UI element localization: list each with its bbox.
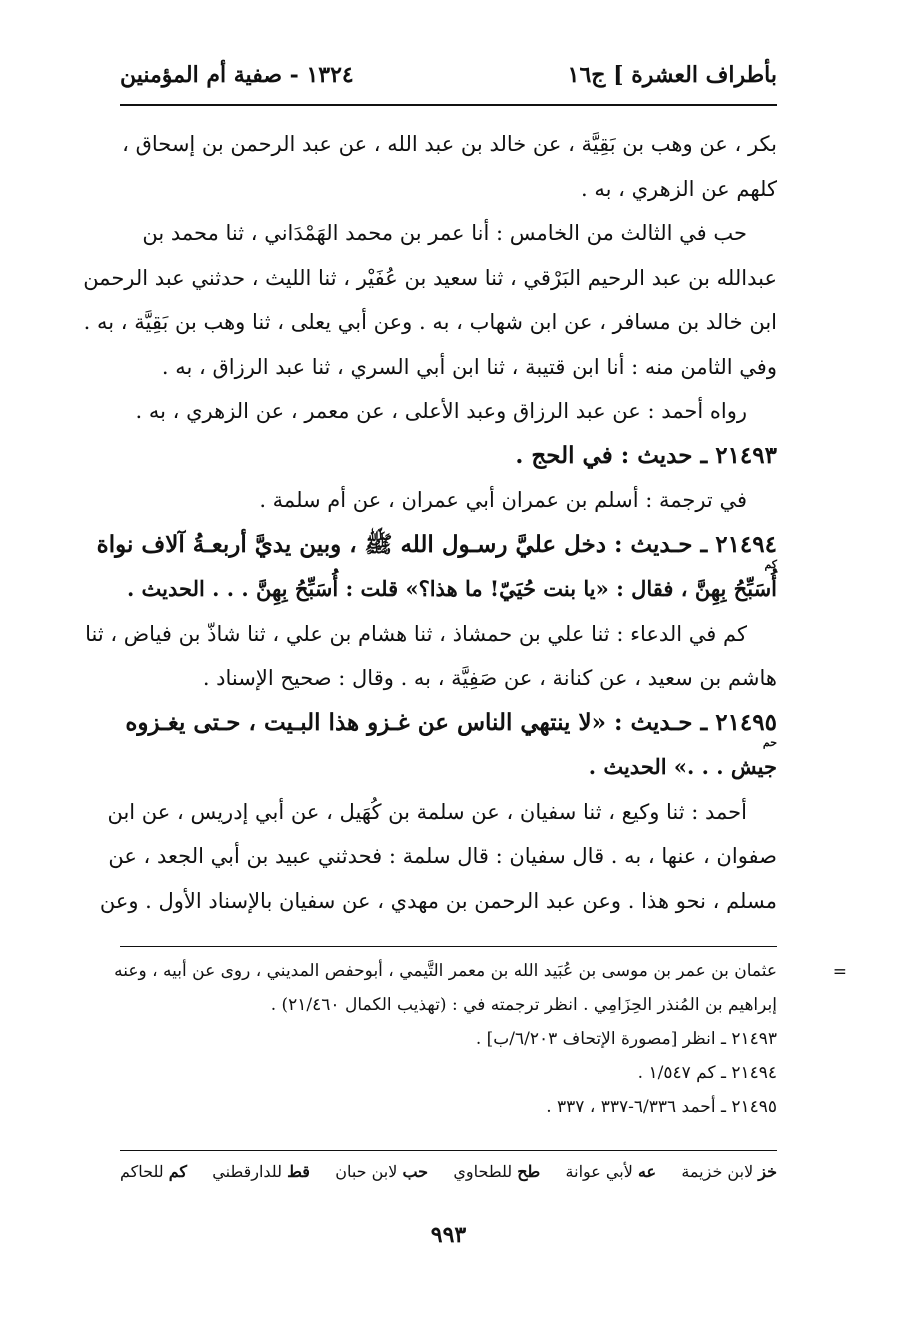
abbr-item: حب لابن حبان <box>335 1162 429 1181</box>
text-line: حب في الثالث من الخامس : أنا عمر بن محمد الهَمْدَاني ، ثنا محمد بن <box>142 221 747 245</box>
abbr-item: طح للطحاوي <box>453 1162 541 1181</box>
text-line: بكر ، عن وهب بن بَقِيَّة ، عن خالد بن عبد الله ، عن عبد الرحمن بن إسحاق ، <box>122 132 777 156</box>
text-line: كم أُسَبِّحُ بِهِنَّ ، فقال : «يا بنت حُيَيّ! ما هذا؟» قلت : أُسَبِّحُ بِهِنَّ . . . الحديث . <box>126 558 777 601</box>
footnote-line: عثمان بن عمر بن موسى بن عُبَيد الله بن معمر التَّيمي ، أبوحفص المديني ، روى عن أبيه ، وعنه <box>114 961 777 981</box>
footnote-line: إبراهيم بن المُنذر الحِزَامِي . انظر ترجمته في : (تهذيب الكمال ٢١/٤٦٠) . <box>270 995 777 1015</box>
footnote-line: ٢١٤٩٣ ـ انظر [مصورة الإتحاف ٦/٢٠٣/ب] . <box>475 1029 777 1049</box>
text-line: رواه أحمد : عن عبد الرزاق وعبد الأعلى ، عن معمر ، عن الزهري ، به . <box>135 399 747 423</box>
header-divider <box>120 104 777 106</box>
text-line: مسلم ، نحو هذا . وعن عبد الرحمن بن مهدي ، عن سفيان بالإسناد الأول . وعن <box>99 888 777 913</box>
hadith-heading-21494: ٢١٤٩٤ ـ حـديث : دخل عليَّ رسـول الله ﷺ ، وبين يديَّ أربعـةُ آلاف نواة <box>96 530 777 558</box>
header-section-title: ١٣٢٤ - صفية أم المؤمنين <box>120 62 354 88</box>
text-line: كلهم عن الزهري ، به . <box>581 176 777 201</box>
abbreviations-key <box>120 1162 777 1192</box>
page-number: ٩٩٣ <box>430 1222 467 1248</box>
footnote-divider <box>120 946 777 947</box>
text-line: عبدالله بن عبد الرحيم البَرْقي ، ثنا سعيد بن عُفَيْر ، ثنا الليث ، حدثني عبد الرحمن <box>83 265 777 290</box>
abbr-item: كم للحاكم <box>120 1162 187 1181</box>
text-line: ابن خالد بن مسافر ، عن ابن شهاب ، به . وعن أبي يعلى ، ثنا وهب بن بَقِيَّة ، به . <box>83 310 777 334</box>
abbreviations-divider <box>120 1150 777 1151</box>
running-header <box>120 58 777 92</box>
hadith-text-21494: أُسَبِّحُ بِهِنَّ ، فقال : «يا بنت حُيَيّ! ما هذا؟» قلت : أُسَبِّحُ بِهِنَّ . . . الحديث . <box>126 576 777 601</box>
hadith-heading-21495: ٢١٤٩٥ ـ حـديث : «لا ينتهي الناس عن غـزو هذا البـيت ، حـتى يغـزوه <box>125 708 777 736</box>
abbr-item: عه لأبي عوانة <box>565 1162 657 1181</box>
hadith-text-21495: جيش . . .» الحديث . <box>588 754 777 779</box>
text-line: صفوان ، عنها ، به . قال سفيان : قال سلمة : فحدثني عبيد بن أبي الجعد ، عن <box>108 844 777 868</box>
footnote-continuation-marker: = <box>832 962 847 982</box>
text-line: حم جيش . . .» الحديث . <box>588 736 777 779</box>
header-book-title: بأطراف العشرة ] ج١٦ <box>567 62 777 88</box>
text-line: هاشم بن سعيد ، عن كنانة ، عن صَفِيَّة ، به . وقال : صحيح الإسناد . <box>202 666 777 690</box>
abbr-item: خز لابن خزيمة <box>681 1162 777 1181</box>
text-line: وفي الثامن منه : أنا ابن قتيبة ، ثنا ابن أبي السري ، ثنا عبد الرزاق ، به . <box>161 354 777 379</box>
footnote-line: ٢١٤٩٤ ـ كم ١/٥٤٧ . <box>637 1063 777 1083</box>
text-line: في ترجمة : أسلم بن عمران أبي عمران ، عن أم سلمة . <box>259 488 747 512</box>
hadith-heading-21493: ٢١٤٩٣ ـ حديث : في الحج . <box>515 441 777 469</box>
footnote-line: ٢١٤٩٥ ـ أحمد ٦/٣٣٦-٣٣٧ ، ٣٣٧ . <box>546 1097 777 1117</box>
main-text <box>83 122 777 923</box>
text-line: كم في الدعاء : ثنا علي بن حمشاذ ، ثنا هشام بن علي ، ثنا شاذّ بن فياض ، ثنا <box>85 621 747 646</box>
text-line: أحمد : ثنا وكيع ، ثنا سفيان ، عن سلمة بن كُهَيل ، عن أبي إدريس ، عن ابن <box>107 799 747 824</box>
footnotes <box>114 954 777 1124</box>
abbr-item: قط للدارقطني <box>212 1162 310 1181</box>
